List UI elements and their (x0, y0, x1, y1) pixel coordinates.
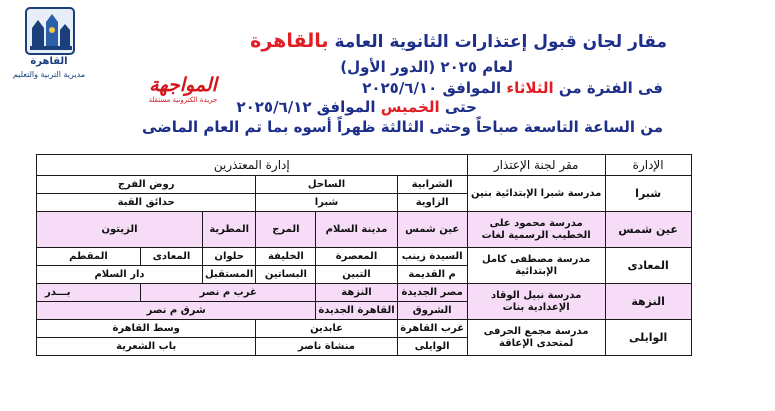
admin-cell: المعادى (605, 248, 691, 284)
header-applicants: إدارة المعتذرين (37, 155, 468, 176)
header-admin: الإدارة (605, 155, 691, 176)
table-row (37, 212, 692, 248)
district-cell: الشرابية (397, 176, 467, 194)
district-cell: شرق م نصر (37, 302, 316, 320)
title-city: بالقاهرة (250, 30, 329, 52)
district-cell: مصر الجديدة (397, 284, 467, 302)
district-cell: باب الشعرية (37, 338, 256, 356)
district-cell: المطرية (203, 212, 256, 248)
district-cell: الخليفة (256, 248, 316, 266)
district-cell: البساتين (256, 266, 316, 284)
until-line (236, 98, 477, 116)
page-title (250, 30, 667, 52)
district-cell: القاهرة الجديدة (316, 302, 397, 320)
district-cell: المرج (256, 212, 316, 248)
district-cell: النزهة (316, 284, 397, 302)
district-cell: دار السلام (37, 266, 203, 284)
until-date: الموافق ٢٠٢٥/٦/١٢ (236, 98, 381, 116)
directorate-logo (6, 4, 92, 84)
period-date: الموافق ٢٠٢٥/٦/١٠ (362, 79, 507, 97)
admin-cell: الوايلى (605, 320, 691, 356)
table-header-row (37, 155, 692, 176)
committee-cell: مدرسة محمود على الخطيب الرسمية لغات (467, 212, 605, 248)
district-cell: الشروق (397, 302, 467, 320)
district-cell: وسط القاهرة (37, 320, 256, 338)
district-cell: المستقبل (203, 266, 256, 284)
district-cell: التبين (316, 266, 397, 284)
district-cell: شبرا (256, 194, 397, 212)
table-row (37, 248, 692, 266)
district-cell: روض الفرج (37, 176, 256, 194)
period-day: الثلاثاء (506, 79, 554, 97)
district-cell: غرب القاهرة (397, 320, 467, 338)
table-row (37, 320, 692, 338)
logo-subtitle: مديرية التربية والتعليم (12, 70, 86, 79)
table-row (37, 176, 692, 194)
district-cell: عابدين (256, 320, 397, 338)
district-cell: حدائق القبة (37, 194, 256, 212)
committee-cell: مدرسة نبيل الوقاد الإعدادية بنات (467, 284, 605, 320)
title-main: مقار لجان قبول إعتذارات الثانوية العامة (328, 32, 667, 52)
district-cell: المعادى (141, 248, 203, 266)
brand-logo (128, 74, 238, 110)
admin-cell: شبرا (605, 176, 691, 212)
district-cell: عين شمس (397, 212, 467, 248)
district-cell: المعصرة (316, 248, 397, 266)
logo-name: القاهرة (30, 56, 68, 67)
period-line (362, 79, 663, 97)
district-cell: م القديمة (397, 266, 467, 284)
committees-table (36, 154, 692, 356)
table-row (37, 284, 692, 302)
district-cell: المقطم (37, 248, 141, 266)
header-committee: مقر لجنة الإعتذار (467, 155, 605, 176)
brand-name: المواجهة (149, 74, 217, 96)
committee-cell: مدرسة مجمع الحرفى لمتحدى الإعاقة (467, 320, 605, 356)
district-cell: منشاة ناصر (256, 338, 397, 356)
hours-line: من الساعة التاسعة صباحاً وحتى الثالثة ظهراً أسوه بما تم العام الماضى (142, 118, 663, 136)
committee-cell: مدرسة مصطفى كامل الإبتدائية (467, 248, 605, 284)
district-cell: السيدة زينب (397, 248, 467, 266)
until-day: الخميس (380, 98, 440, 116)
year-line: لعام ٢٠٢٥ (الدور الأول) (340, 58, 513, 76)
district-cell: الوايلى (397, 338, 467, 356)
admin-cell: عين شمس (605, 212, 691, 248)
brand-subtitle: جريدة الكترونية مستقلة (148, 96, 218, 104)
district-cell: الزاوية (397, 194, 467, 212)
district-cell: غرب م نصر (141, 284, 316, 302)
committee-cell: مدرسة شبرا الإبتدائية بنين (467, 176, 605, 212)
district-cell: الزيتون (37, 212, 203, 248)
district-cell: حلوان (203, 248, 256, 266)
district-cell: مدينة السلام (316, 212, 397, 248)
district-cell: بـــدر (37, 284, 141, 302)
district-cell: الساحل (256, 176, 397, 194)
cairo-emblem-icon (24, 6, 76, 56)
admin-cell: النزهة (605, 284, 691, 320)
period-prefix: فى الفترة من (553, 79, 663, 97)
until-prefix: حتى (439, 98, 477, 116)
